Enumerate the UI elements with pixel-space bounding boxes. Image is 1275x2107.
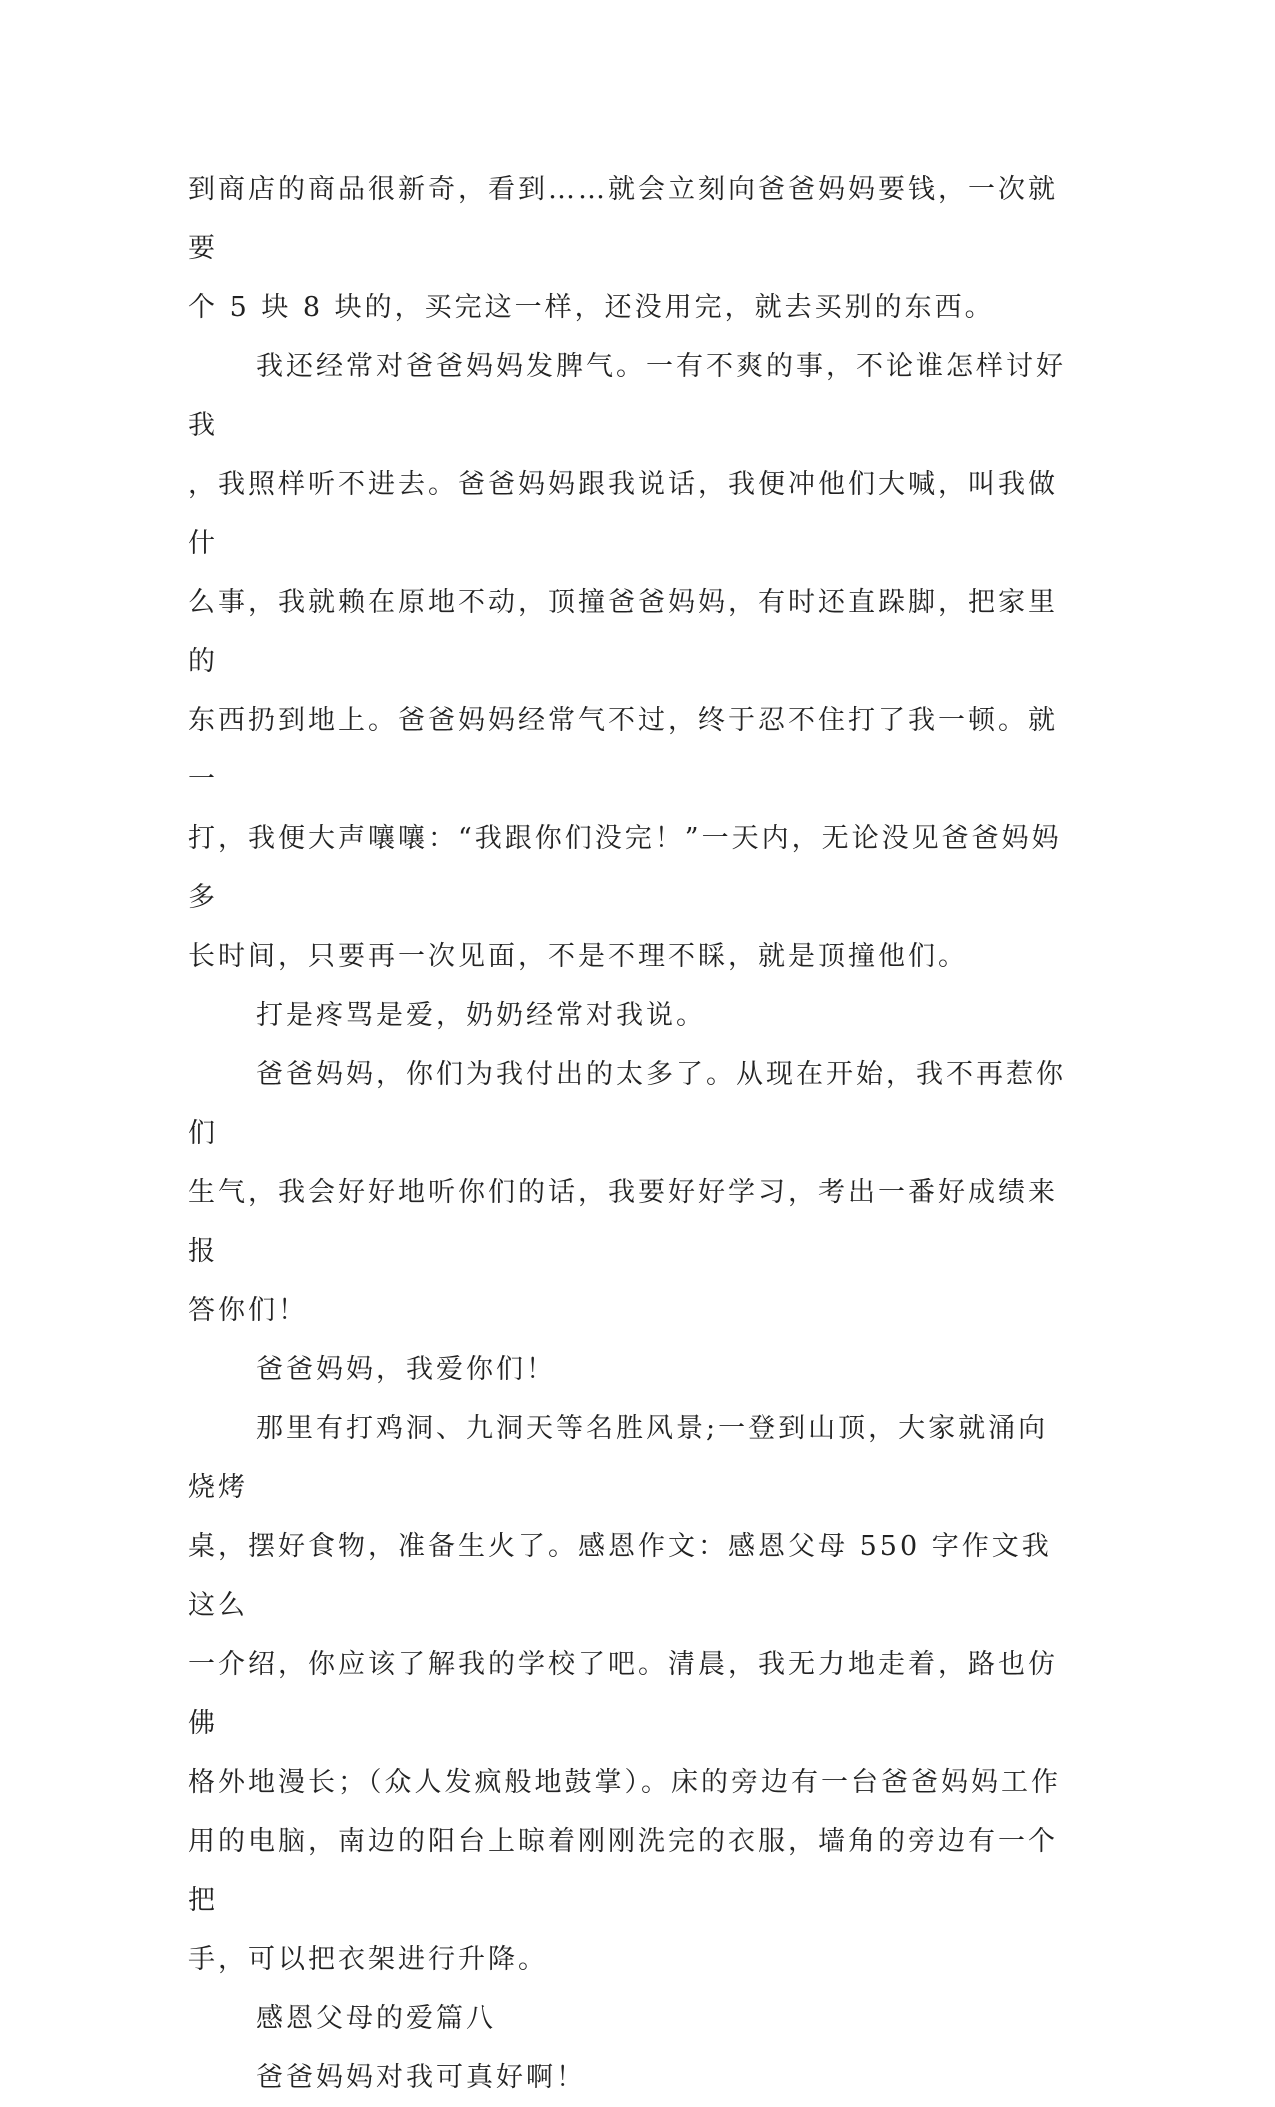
paragraph: 到商店的商品很新奇，看到……就会立刻向爸爸妈妈要钱，一次就要 个 5 块 8 块的，买完这一样，还没用完，就去买别的东西。 <box>188 174 1058 323</box>
section-heading: 感恩父母的爱篇八 <box>256 2003 496 2034</box>
document-body <box>188 160 1068 2107</box>
paragraph: 爸爸妈妈，我爱你们！ <box>256 1354 556 1385</box>
paragraph: 爸爸妈妈对我可真好啊！ <box>256 2062 586 2093</box>
paragraph: 那里有打鸡洞、九洞天等名胜风景;一登到山顶，大家就涌向烧烤 桌，摆好食物，准备生火了。感恩作文：感恩父母 550 字作文我这么 一介绍，你应该了解我的学校了吧。清晨，我无力地走着，路也仿佛 格外地漫长；（众人发疯般地鼓掌）。床的旁边有一台爸爸妈妈工作 用的电脑，南边的阳台上晾着刚刚洗完的衣服，墙角的旁边有一个把 手，可以把衣架进行升降。 <box>188 1413 1061 1975</box>
paragraph: 打是疼骂是爱，奶奶经常对我说。 <box>256 1000 706 1031</box>
paragraph: 我还经常对爸爸妈妈发脾气。一有不爽的事，不论谁怎样讨好我 ，我照样听不进去。爸爸妈妈跟我说话，我便冲他们大喊，叫我做什 么事，我就赖在原地不动，顶撞爸爸妈妈，有时还直跺脚，把家里的 东西扔到地上。爸爸妈妈经常气不过，终于忍不住打了我一顿。就一 打，我便大声嚷嚷：“我跟你们没完！”一天内，无论没见爸爸妈妈多 长时间，只要再一次见面，不是不理不睬，就是顶撞他们。 <box>188 351 1066 972</box>
paragraph: 爸爸妈妈，你们为我付出的太多了。从现在开始，我不再惹你们 生气，我会好好地听你们的话，我要好好学习，考出一番好成绩来报 答你们！ <box>188 1059 1066 1326</box>
